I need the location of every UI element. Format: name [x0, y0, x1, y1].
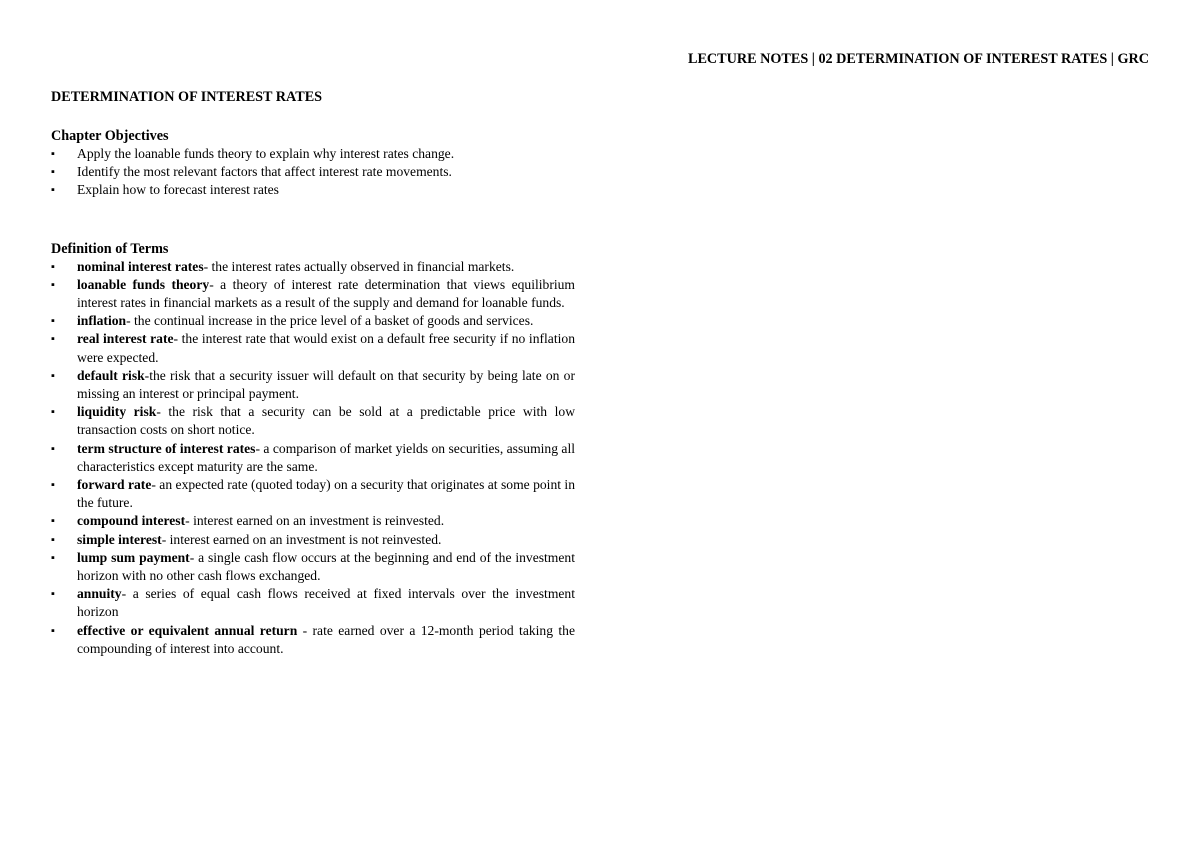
definition-term: compound interest	[77, 513, 186, 529]
definition-text: - a series of equal cash flows received at fixed intervals over the investment horizon	[77, 586, 575, 620]
list-item	[51, 367, 575, 403]
definition-term: lump sum payment	[77, 549, 190, 565]
objectives-list	[51, 145, 575, 200]
list-item	[51, 622, 575, 658]
list-item	[51, 276, 575, 312]
objective-text: Identify the most relevant factors that affect interest rate movements.	[77, 164, 452, 180]
objective-text: Explain how to forecast interest rates	[77, 182, 279, 198]
list-item	[51, 440, 575, 476]
bullet-icon: ▪	[51, 406, 55, 419]
list-item	[51, 531, 575, 549]
definition-term: inflation	[77, 313, 127, 329]
document-title: DETERMINATION OF INTEREST RATES	[51, 89, 323, 105]
document-body	[51, 88, 575, 658]
list-item	[51, 312, 575, 330]
list-item	[51, 163, 575, 181]
definition-term: forward rate	[77, 477, 152, 493]
definition-text: - interest earned on an investment is not reinvested.	[161, 531, 442, 547]
definition-text: - an expected rate (quoted today) on a security that originates at some point in the future.	[77, 477, 576, 511]
definition-text: -the risk that a security issuer will default on that security by being late on or missing an interest or principal payment.	[77, 367, 575, 402]
bullet-icon: ▪	[51, 551, 55, 564]
bullet-icon: ▪	[51, 533, 55, 546]
definitions-heading: Definition of Terms	[51, 240, 169, 257]
list-item	[51, 258, 575, 276]
list-item	[51, 145, 575, 163]
objective-text: Apply the loanable funds theory to explain why interest rates change.	[77, 146, 455, 161]
bullet-icon: ▪	[51, 315, 55, 328]
bullet-icon: ▪	[51, 624, 55, 637]
bullet-icon: ▪	[51, 515, 55, 528]
list-item	[51, 512, 575, 530]
definition-term: annuity	[77, 586, 122, 602]
definition-term: real interest rate	[77, 331, 174, 347]
bullet-icon: ▪	[51, 260, 55, 273]
running-head: LECTURE NOTES | 02 DETERMINATION OF INTEREST RATES | GRC	[688, 51, 1149, 67]
bullet-icon: ▪	[51, 588, 55, 601]
definition-text: - a theory of interest rate determination that views equilibrium interest rates in financial markets as a result of the supply and demand for loanable funds.	[77, 276, 575, 311]
bullet-icon: ▪	[51, 166, 55, 179]
definition-text: - a comparison of market yields on securities, assuming all characteristics except maturity are the same.	[77, 440, 576, 474]
bullet-icon: ▪	[51, 148, 55, 160]
list-item	[51, 330, 575, 366]
definition-text: - the interest rates actually observed in financial markets.	[203, 258, 515, 274]
definition-term: term structure of interest rates	[77, 440, 256, 456]
list-item	[51, 181, 575, 199]
definition-text: - a single cash flow occurs at the beginning and end of the investment horizon with no other cash flows exchanged.	[77, 549, 575, 584]
list-item	[51, 549, 575, 585]
bullet-icon: ▪	[51, 479, 55, 492]
definition-text: - rate earned over a 12-month period taking the compounding of interest into account.	[77, 622, 575, 656]
list-item	[51, 476, 575, 512]
definition-term: effective or equivalent annual return	[77, 622, 298, 638]
objectives-heading: Chapter Objectives	[51, 128, 169, 144]
bullet-icon: ▪	[51, 278, 55, 291]
definition-text: - the continual increase in the price level of a basket of goods and services.	[126, 313, 534, 329]
list-item	[51, 585, 575, 621]
definition-term: default risk	[77, 367, 145, 383]
definition-term: simple interest	[77, 531, 162, 547]
definition-text: - interest earned on an investment is reinvested.	[185, 513, 445, 529]
definition-term: liquidity risk	[77, 404, 157, 420]
definition-text: - the interest rate that would exist on a default free security if no inflation were expected.	[77, 331, 575, 365]
definition-term: loanable funds theory	[77, 276, 210, 292]
bullet-icon: ▪	[51, 184, 55, 197]
list-item	[51, 403, 575, 439]
bullet-icon: ▪	[51, 369, 55, 382]
bullet-icon: ▪	[51, 442, 55, 455]
definition-term: nominal interest rates	[77, 258, 204, 274]
bullet-icon: ▪	[51, 333, 55, 346]
definitions-list	[51, 258, 575, 658]
definition-text: - the risk that a security can be sold at a predictable price with low transaction costs on short notice.	[77, 404, 576, 438]
